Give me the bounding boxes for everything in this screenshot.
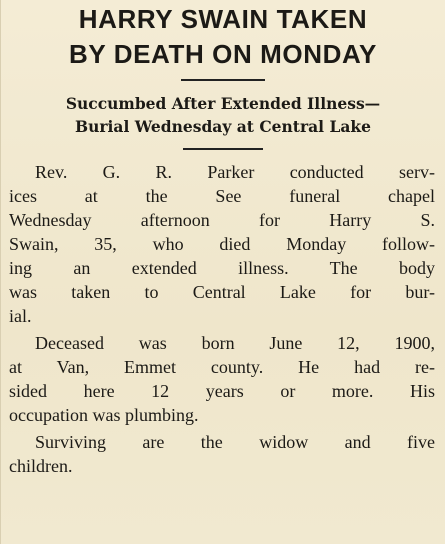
text-line: Surviving are the widow and five xyxy=(35,432,435,452)
text-line: was taken to Central Lake for bur- xyxy=(9,282,435,302)
text-line: Rev. G. R. Parker conducted serv- xyxy=(35,162,435,182)
divider-rule xyxy=(183,148,263,150)
text-line: ing an extended illness. The body xyxy=(9,258,435,278)
text-line: ices at the See funeral chapel xyxy=(9,186,435,206)
subheadline xyxy=(1,92,445,138)
text-line: occupation was plumbing. xyxy=(9,405,199,425)
text-line: Swain, 35, who died Monday follow- xyxy=(9,234,435,254)
article-body xyxy=(1,160,445,478)
text-line: children. xyxy=(9,456,73,476)
subhead-line-1: Succumbed After Extended Illness— xyxy=(65,94,381,113)
text-line: ial. xyxy=(9,306,32,326)
headline-line-2: BY DEATH ON MONDAY xyxy=(69,39,377,69)
paragraph-2 xyxy=(9,331,435,427)
text-line: Deceased was born June 12, 1900, xyxy=(35,333,435,353)
paragraph-1 xyxy=(9,160,435,328)
headline-line-1: HARRY SWAIN TAKEN xyxy=(78,4,368,34)
text-line: at Van, Emmet county. He had re- xyxy=(9,357,435,377)
headline xyxy=(1,0,445,70)
text-line: Wednesday afternoon for Harry S. xyxy=(9,210,435,230)
text-line: sided here 12 years or more. His xyxy=(9,381,435,401)
divider-rule xyxy=(181,79,265,81)
paragraph-3 xyxy=(9,430,435,478)
subhead-line-2: Burial Wednesday at Central Lake xyxy=(75,117,371,136)
